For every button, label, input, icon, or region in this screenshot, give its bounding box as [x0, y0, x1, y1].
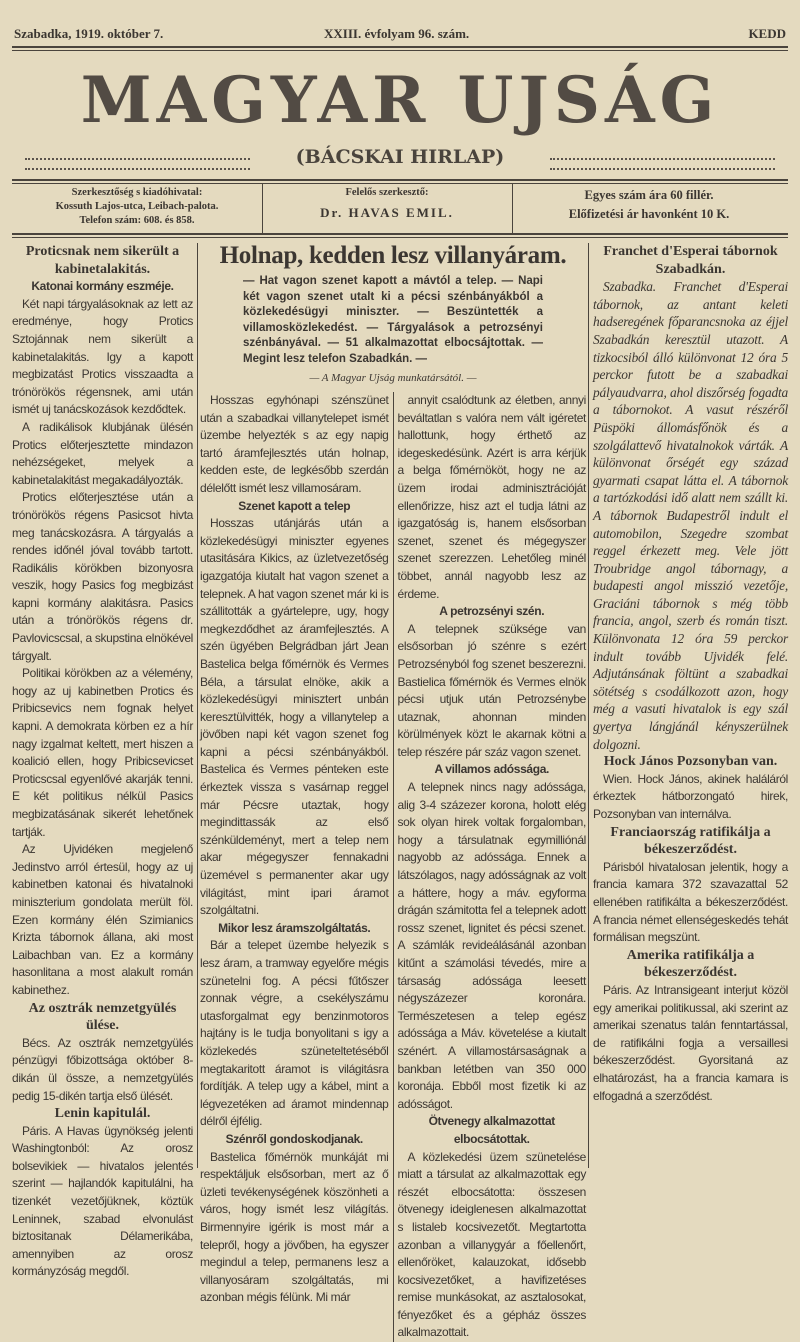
article-paragraph: Politikai körökben az a vélemény, hogy az uj kabinetben Protics és Pribicsevics nem fognak helyet kapni. A demokrata körben ez a hír nagy izgalmat keltett, mert hiszen a koalició ellen, hogy Pribicsevicset Proticscsal egyenlővé akarják tenni. E két politikus nélkül Pasics megbizatásának sikerét lehetőnek tartják.	[12, 666, 193, 839]
article-paragraph: Wien. Hock János, akinek haláláról érkeztek hátborzongató hirek, Pozsonyban van internálva.	[593, 771, 788, 821]
article-heading: Ötvenegy alkalmazottat elbocsátottak.	[428, 1114, 555, 1146]
editor-label: Felelős szerkesztő:	[345, 187, 429, 198]
article-heading: Szenet kapott a telep	[238, 498, 351, 513]
column-rule	[197, 243, 198, 1168]
article-heading: Az osztrák nemzetgyülés ülése.	[28, 1000, 177, 1034]
article-heading: A villamos adóssága.	[434, 762, 550, 777]
ornament	[25, 158, 250, 170]
single-price: Egyes szám ára 60 fillér.	[584, 188, 714, 202]
office-address: Kossuth Lajos-utca, Leibach-palota.	[55, 201, 219, 212]
lead-article-header	[200, 240, 586, 386]
article-heading: Proticsnak nem sikerült a kabinetalakitás.	[25, 244, 180, 277]
column-lead-2	[393, 392, 587, 1342]
masthead-title: MAGYAR UJSÁG	[80, 63, 720, 138]
article-heading: Lenin kapitulál.	[54, 1106, 151, 1122]
article-heading: Franchet d'Esperai tábornok Szabadkán.	[603, 244, 778, 277]
article-paragraph: Két napi tárgyalásoknak az lett az eredménye, hogy Protics Sztojánnak nem sikerült a kabinetalakitás. Igy a kapott megbizatást Protics visszaadta a trónörökös régensnek, ami után ismét uj tanácskozások kezdődtek.	[12, 296, 193, 417]
article-paragraph: Hosszas egyhónapi szénszünet után a szabadkai villanytelepet ismét üzembe helyezték s az egy napig tartó áramfejlesztés után holnap, kedden este, de legkésőbb szerdán délelőtt ismét lesz villamosáram.	[200, 393, 389, 495]
office-phone: Telefon szám: 608. és 858.	[79, 215, 195, 226]
masthead-subtitle: (BÁCSKAI HIRLAP)	[295, 146, 505, 168]
column-lead-1	[200, 392, 389, 1342]
editor-info	[264, 186, 510, 232]
divider	[262, 183, 263, 233]
article-heading: Amerika ratifikálja a békeszerződést.	[626, 947, 755, 981]
lead-headline: Holnap, kedden lesz villanyáram.	[219, 242, 567, 269]
editor-name: Dr. HAVAS EMIL.	[320, 205, 454, 220]
article-heading: Szénről gondoskodjanak.	[225, 1131, 363, 1146]
article-paragraph: Hosszas utánjárás után a közlekedésügyi miniszter egyenes utasitására Kikics, az üzletvezetőség igazgatója kiutalt hat vagon szenet a telepnek. A hat vagon szenet már ki is szállitották a gyártelepre, ugy, hogy megkezdődhet az áramfejlesztés. A szén ügyében Belgrádban járt Jean Bastelica belga főmérnök és Vermes Béla, a társulat elnöke, akik a közlekedésügyi minisztert unbán keresztülvitték, hogy a villanytelep a jövőben napi két vagon szenet fog kapni a pécsi szénbányákból. Bastelica és Vermes pénteken este érkeztek vissza s vasárnap reggel már Pécsre utaztak, hogy megindittassák az első szénküldeményt, mert a telep nem akar mégegyszer fennakadni üzemével s permanenter akar ugy világitást, mint ipari áramot szolgáltatni.	[200, 516, 389, 918]
weekday: KEDD	[748, 26, 786, 41]
lead-deck: — Hat vagon szenet kapott a mávtól a telep. — Napi két vagon szenet utalt ki a pécsi szénbányákból a közlekedésügyi miniszter. — Beszüntették a villamosközlekedést. — Tárgyalások a petrozsényi szénbányával. — 51 alkalmazottat elbocsájtottak. — Megint lesz telefon Szabadkán. —	[243, 275, 543, 365]
article-heading: Mikor lesz áramszolgáltatás.	[218, 920, 371, 935]
dateline	[14, 26, 786, 44]
place-date: Szabadka, 1919. október 7.	[14, 26, 164, 41]
article-paragraph: Bár a telepet üzembe helyezik s lesz áram, a tramway egyelőre mégis szünetelni fog. A pécsi fűtőszer zonnak végre, a csekélyszámu utasforgalmat egy benzinmotoros hajtány is le tudja bonyolitani s igy a közlekedés szüneteltetéséből megtakaritott áramot is világitásra fordítják. A telep ugy a kábel, mint a légvezetéken ad áramot mindennap délről éjfélig.	[200, 938, 389, 1129]
article-paragraph: Bastelica főmérnök munkáját mi respektáljuk elsősorban, mert az ő üzleti tevékenységének köszönheti a város, hogy ismét lesz világítás. Birmennyire igérik is most már a telepről, hogy a jövőben, ha egyszer megindul a telep, permanens lesz a villanyosáram szolgáltatás, mi azonban mégis félünk. Mi már	[200, 1149, 389, 1305]
article-paragraph: Protics előterjesztése után a trónörökös régens Pasicsot hivta meg tanácskozásra. A tárgyalás a rendes időnél jóval tovább tartott. Radikális körökben bizonyosra veszik, hogy Pasics fog megbizást kapni kormány alakitásra. Pasics után a trónörökös régens dr. Pavlovicscsal, a skupstina elnökével tárgyalt.	[12, 490, 193, 663]
ornament	[550, 158, 775, 170]
column-right	[593, 243, 788, 1105]
divider	[12, 179, 788, 184]
article-paragraph: Az Ujvidéken megjelenő Jedinstvo arról értesül, hogy az uj kabinetben katonai és hivatalnoki miniszterium gondolata merült föl. Ezen kormány élén Szimianics Krizta tábornok állana, aki most Laibachban van. Ez a kormány hasonlitana a most alakult román kabinethez.	[12, 842, 193, 997]
article-paragraph: A közlekedési üzem szünetelése miatt a társulat az alkalmazottak egy részét elbocsátotta: összesen ötvenegy ideiglenesen alkalmazottat s listaleb kocsivezetőt. Megtartotta azonban a villanygyár a főellenőrt, ellenőröket, kalauzokat, idősebb kocsivezetőket, a havifizetéses remise munkásokat, az asztalosokat, fényezőket és a gépház összes alkalmazottait.	[397, 1149, 586, 1340]
article-paragraph: Páris. A Havas ügynökség jelenti Washingtonból: Az orosz bolsevikiek — hivatalos jelentés szerint — hajlandók kapitulálni, ha tizenkét vezetőjüknek, köztük Leninnek, szabad elvonulást biztositanak Délamerikába, amennyiben az orosz kormányzóság megdől.	[12, 1123, 193, 1279]
article-heading: A petrozsényi szén.	[439, 604, 545, 619]
article-heading: Franciaország ratifikálja a békeszerződést.	[610, 824, 771, 858]
column-left	[12, 243, 193, 1281]
price-info	[514, 186, 784, 232]
office-label: Szerkesztőség s kiadóhivatal:	[71, 187, 203, 198]
article-paragraph: Páris. Az Intransigeant interjut közöl egy amerikai politikussal, aki szerint az amerikai szenatus talán fenntartással, de ratifikálni fogja a versaillesi békeszerződést. Gyorsitaná az elhatározást, ha a francia kamara is elfogadná a szerződést.	[593, 982, 788, 1103]
article-paragraph: annyit csalódtunk az életben, annyi beváltatlan s valóra nem vált igéretet hallottunk, hogy érthető az idegeskedésünk. Azért is arra kérjük a belga főmérnököt, hogy ne az üzem irodai adminisztrációját ellenőrizze, hisz azt el tudja látni az igazgatóság is, hanem elsősorban szenet, szenet és mégegyszer szenet szerezzen. Lehetőleg minél többet, annál nagyobb lesz az érdeme.	[397, 393, 586, 601]
divider	[512, 183, 513, 233]
column-rule	[588, 243, 589, 1168]
article-paragraph: Bécs. Az osztrák nemzetgyülés pénzügyi főbizottsága október 8-dikán ül össze, a nemzetgyülés pedig 15-dikén tartja első ülését.	[12, 1035, 193, 1103]
divider	[12, 46, 788, 51]
lead-byline: — A Magyar Ujság munkatársától. —	[309, 372, 477, 384]
article-paragraph: A telepnek nincs nagy adóssága, alig 3-4 százezer korona, holott elég sok olyan hirek voltak forgalomban, hogy a társulatnak egymilliónál nagyobb az adóssága. Ennek a látszólagos, nagy adósságnak az volt a háttere, hogy a máv. egyforma drágán számitotta fel a telepnek adott rossz szenet, lignitet és pécsi szenet. A számlák revideálásánál azonban kitűnt a számolási tévedés, mire a társaság adóssága leesett négyszázezer koronára. Természetesen a telep egész adóssága a Máv. követelése a kiutalt szénért. A villamostársaságnak a bankban letétben van 350 000 koronája. Ebből most fizetik ki az adósságot.	[397, 780, 586, 1111]
divider	[12, 233, 788, 238]
lead-columns	[200, 392, 586, 1342]
office-info	[14, 186, 260, 232]
article-heading: Hock János Pozsonyban van.	[603, 754, 778, 770]
lead-article	[200, 240, 586, 1342]
article-heading: Katonai kormány eszméje.	[31, 279, 174, 294]
article-paragraph: Szabadka. Franchet d'Esperai tábornok, az antant keleti hadseregének főparancsnoka az éjjel Szabadkán keresztül utazott. A tizkocsiból álló különvonat 12 óra 5 perckor futott be a szabadkai pályaudvarra, ahol diszőrség fogadta a tábornokot. A vasut részéről Püspöki állomásfőnök és a szolgálattevő hivatalnokok várták. A különvonat őrségét egy század gyarmati csapat látta el. A tábornok a tartózkodási idő alatt nem szállt ki. A tábornok Budapestről indult el automobilon, Szegedre szombat reggel érkezett meg. Vele jött Troubridge angol tábornagy, a budapesti angol misszió vezetője, Graciáni tábornok s még több francia, angol, szerb és román tiszt. Különvonata 12 óra 59 perckor indult tovább Ujvidék felé. Adjutánsának föltünt a szabadkai sötétség s csodálkozott azon, hogy még a vasuti hivatalok is egy szál gyertya lángjánál kényszerülnek dolgozni.	[593, 279, 788, 752]
subscription-price: Előfizetési ár havonként 10 K.	[568, 207, 730, 221]
article-paragraph: A radikálisok klubjának ülésén Protics előterjesztette mindazon nehézségeket, melyek a kabinetalakitást megakadályozták.	[12, 419, 193, 487]
issue-number: XXIII. évfolyam 96. szám.	[324, 26, 470, 41]
article-paragraph: Párisból hivatalosan jelentik, hogy a francia kamara 372 szavazattal 52 ellenében ratifikálta a békeszerződést. A francia német ellenségeskedés tehát formálisan megszünt.	[593, 859, 788, 945]
article-paragraph: A telepnek szüksége van elsősorban jó szénre s ezért Petrozsényból fog szenet beszerezni. Bastielica főmérnök és Vermes elnök pécsi utjuk után Petrozsénybe utaznak, ahonnan minden körülmények közt le akarnak kötni a telep részére pár száz vagon szenet.	[397, 621, 586, 759]
